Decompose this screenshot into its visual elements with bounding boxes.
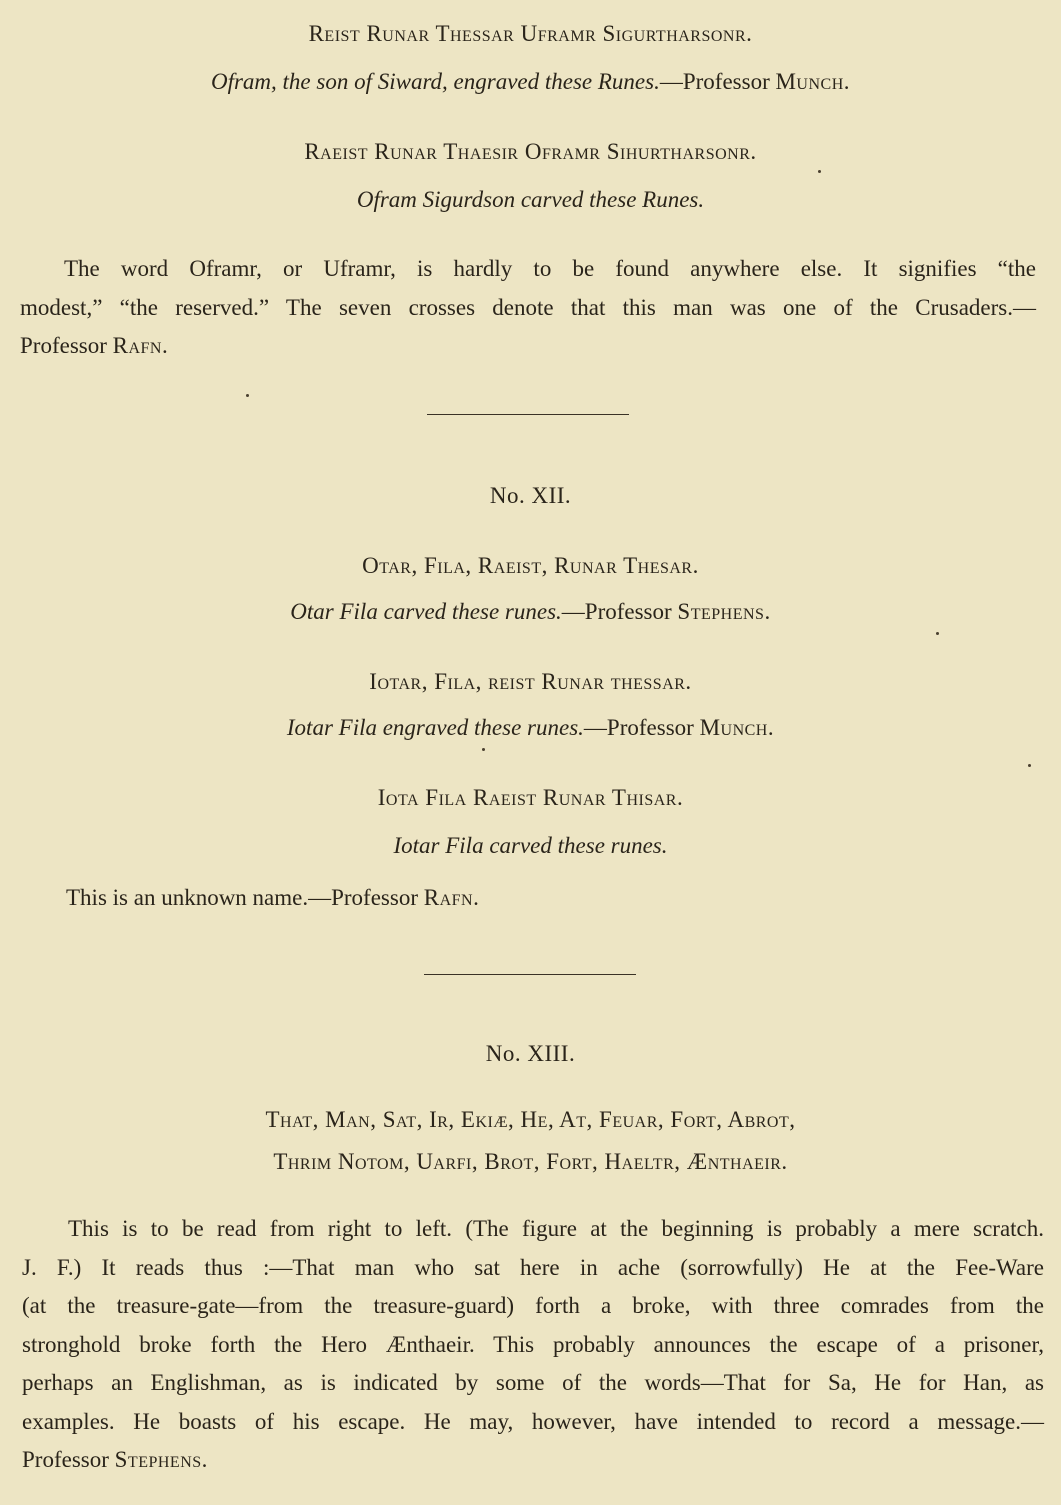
translation-rafn: Iotar Fila carved these runes. <box>393 833 668 858</box>
commentary-text: This is an unknown name.—Professor <box>66 885 424 910</box>
runic-transliteration-line-2: Thrim Notom, Uarfi, Brot, Fort, Haeltr, Ænthaeir. <box>273 1149 788 1174</box>
paragraph-line: perhaps an Englishman, as is indicated by some of the words—That for Sa, He for Han, as <box>22 1370 1044 1395</box>
paragraph-line <box>20 327 1036 366</box>
translation-rafn: Ofram Sigurdson carved these Runes. <box>356 187 705 212</box>
attribution-prefix: —Professor <box>659 69 776 94</box>
paragraph-line: stronghold broke forth the Hero Ænthaeir. This probably announces the escape of a prisoner, <box>22 1331 1044 1357</box>
runic-transliteration-line-1: That, Man, Sat, Ir, Ekiæ, He, At, Feuar, Fort, Abrot, <box>265 1107 796 1132</box>
paper-speck <box>1028 764 1031 767</box>
attribution-name: Munch. <box>775 69 851 94</box>
runic-transliteration-3: Iota Fila Raeist Runar Thisar. <box>377 785 684 810</box>
translation-stephens <box>0 598 1061 626</box>
paragraph-line: J. F.) It reads thus :—That man who sat here in ache (sorrowfully) He at the Fee-Ware <box>22 1254 1044 1280</box>
paragraph-line: examples. He boasts of his escape. He may, however, have intended to record a message.— <box>22 1408 1044 1434</box>
paragraph-line <box>22 1441 1044 1480</box>
paper-speck <box>818 170 821 173</box>
attribution-name: Rafn. <box>423 885 480 910</box>
paper-speck <box>246 394 249 397</box>
translation-text: Otar Fila carved these runes. <box>290 599 562 624</box>
paragraph-line: (at the treasure-gate—from the treasure-guard) forth a broke, with three comrades from the <box>22 1293 1044 1318</box>
attribution-prefix: —Professor <box>561 599 678 624</box>
paragraph-line: This is to be read from right to left. (The figure at the beginning is probably a mere scratch. <box>68 1216 1044 1241</box>
runic-transliteration-1: Reist Runar Thessar Uframr Sigurtharsonr. <box>308 21 753 46</box>
attribution-name: Rafn. <box>112 333 169 358</box>
paragraph-line: The word Oframr, or Uframr, is hardly to be found anywhere else. It signifies “the <box>64 256 1036 281</box>
section-heading-xiii: No. XIII. <box>485 1041 576 1066</box>
paper-speck <box>482 748 485 751</box>
section-divider <box>424 974 636 975</box>
translation-text: Iotar Fila engraved these runes. <box>286 715 584 740</box>
attribution-name: Stephens. <box>114 1447 208 1472</box>
runic-transliteration-2: Raeist Runar Thaesir Oframr Sihurtharsonr. <box>304 139 757 164</box>
attribution-prefix: Professor <box>20 333 113 358</box>
commentary-paragraph-xi <box>20 250 1036 366</box>
attribution-name: Munch. <box>699 715 775 740</box>
commentary-paragraph-xiii <box>22 1210 1044 1480</box>
attribution-prefix: —Professor <box>583 715 700 740</box>
runic-transliteration-1: Otar, Fila, Raeist, Runar Thesar. <box>362 553 699 578</box>
section-heading-xii: No. XII. <box>489 483 572 508</box>
attribution-name: Stephens. <box>677 599 771 624</box>
paper-speck <box>936 632 939 635</box>
translation-text: Ofram, the son of Siward, engraved these Runes. <box>210 69 660 94</box>
translation-munch <box>0 714 1061 742</box>
paragraph-line: modest,” “the reserved.” The seven crosses denote that this man was one of the Crusaders.— <box>20 294 1036 320</box>
runic-transliteration-2: Iotar, Fila, reist Runar thessar. <box>369 669 692 694</box>
attribution-prefix: Professor <box>22 1447 115 1472</box>
commentary-line-xii <box>66 884 479 912</box>
section-divider <box>427 414 629 415</box>
translation-munch <box>0 68 1061 96</box>
